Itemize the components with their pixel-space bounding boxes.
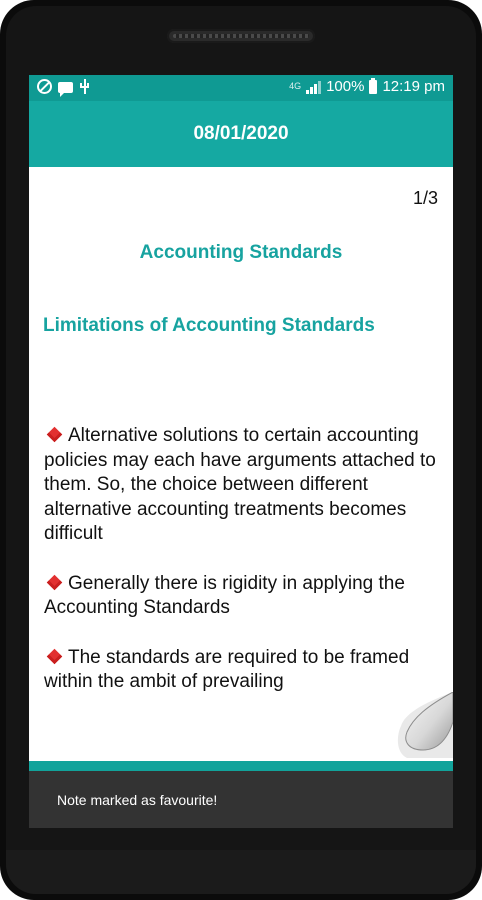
- diamond-bullet-icon: [47, 427, 63, 443]
- system-status: [289, 78, 445, 95]
- status-bar: [29, 75, 453, 101]
- network-type: 4G: [289, 81, 302, 91]
- app-bar-title: 08/01/2020: [193, 123, 289, 144]
- clock: 12:19 pm: [382, 78, 445, 95]
- message-icon: [58, 82, 73, 93]
- earpiece-speaker: [167, 29, 315, 43]
- notification-icons: [37, 79, 90, 94]
- list-item: The standards are required to be framed within the ambit of prevailing: [44, 646, 410, 692]
- battery-percent: 100%: [326, 78, 365, 95]
- topic-heading: Accounting Standards: [139, 242, 343, 263]
- page-indicator: 1/3: [412, 188, 438, 208]
- battery-icon: [369, 80, 377, 94]
- bottom-accent-strip: [29, 761, 453, 771]
- list-item: Alternative solutions to certain accounting policies may each have arguments attached to them. So, the choice between different alternative accounting treatments becomes difficult: [44, 425, 436, 544]
- signal-icon: [306, 80, 321, 94]
- app-notification-icon: [37, 79, 52, 94]
- usb-icon: [79, 79, 90, 94]
- section-heading: Limitations of Accounting Standards: [43, 315, 375, 336]
- snackbar-message: Note marked as favourite!: [57, 791, 218, 808]
- snackbar: [29, 771, 453, 828]
- note-content[interactable]: [44, 424, 449, 692]
- diamond-bullet-icon: [47, 649, 63, 665]
- list-item: Generally there is rigidity in applying the Accounting Standards: [44, 572, 405, 618]
- page-curl-icon[interactable]: [393, 692, 453, 758]
- app-bar: [29, 101, 453, 167]
- phone-chin: [6, 850, 476, 894]
- diamond-bullet-icon: [47, 575, 63, 591]
- screen: [29, 75, 453, 828]
